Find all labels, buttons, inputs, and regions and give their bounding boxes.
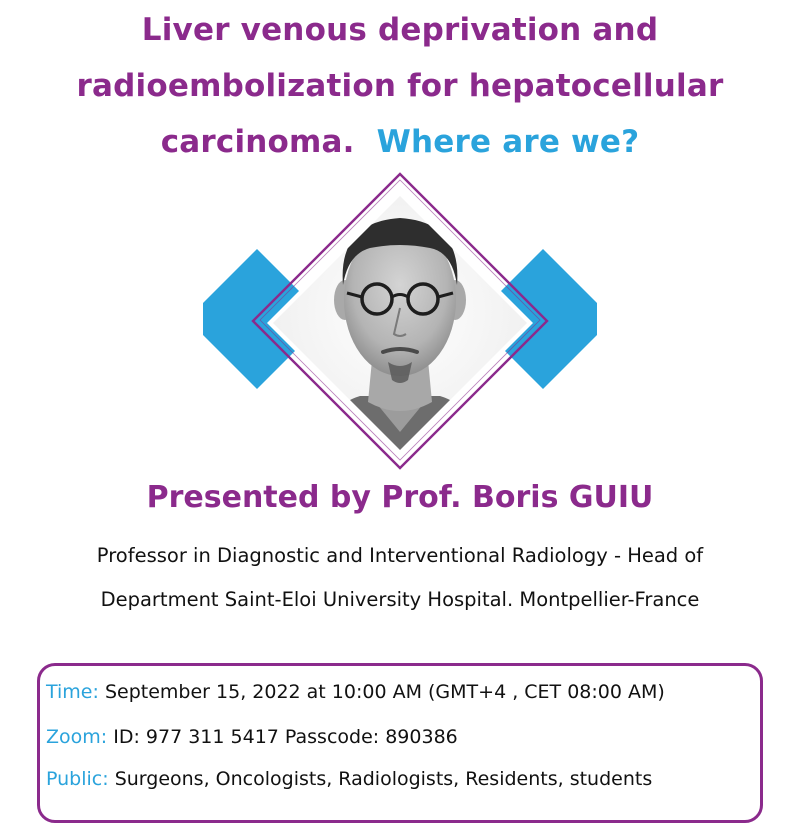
left-blue-chevron	[203, 249, 327, 389]
zoom-row	[46, 722, 458, 752]
presenter-photo	[260, 190, 540, 470]
affiliation-line-1: Professor in Diagnostic and Interventional Radiology - Head of	[96, 544, 704, 567]
zoom-value: ID: 977 311 5417 Passcode: 890386	[113, 726, 458, 748]
outer-purple-frame	[253, 174, 547, 468]
public-row	[46, 764, 652, 794]
title-line-3	[0, 114, 800, 170]
time-row	[46, 677, 665, 707]
public-value: Surgeons, Oncologists, Radiologists, Residents, students	[114, 768, 653, 790]
right-blue-chevron	[473, 249, 597, 389]
webinar-title	[0, 2, 800, 170]
title-line-1: Liver venous deprivation and	[141, 12, 659, 48]
presenter-affiliation	[0, 534, 800, 622]
title-line-2: radioembolization for hepatocellular	[76, 68, 724, 104]
public-label: Public:	[46, 768, 109, 790]
time-value: September 15, 2022 at 10:00 AM (GMT+4 , CET 08:00 AM)	[104, 681, 665, 703]
title-line-3-main: carcinoma.	[160, 124, 355, 160]
presenter-heading: Presented by Prof. Boris GUIU	[146, 480, 654, 515]
zoom-label: Zoom:	[46, 726, 108, 748]
affiliation-line-2: Department Saint-Eloi University Hospital. Montpellier-France	[100, 588, 700, 611]
inner-purple-frame	[260, 180, 540, 460]
title-question: Where are we?	[376, 124, 640, 160]
time-label: Time:	[46, 681, 99, 703]
